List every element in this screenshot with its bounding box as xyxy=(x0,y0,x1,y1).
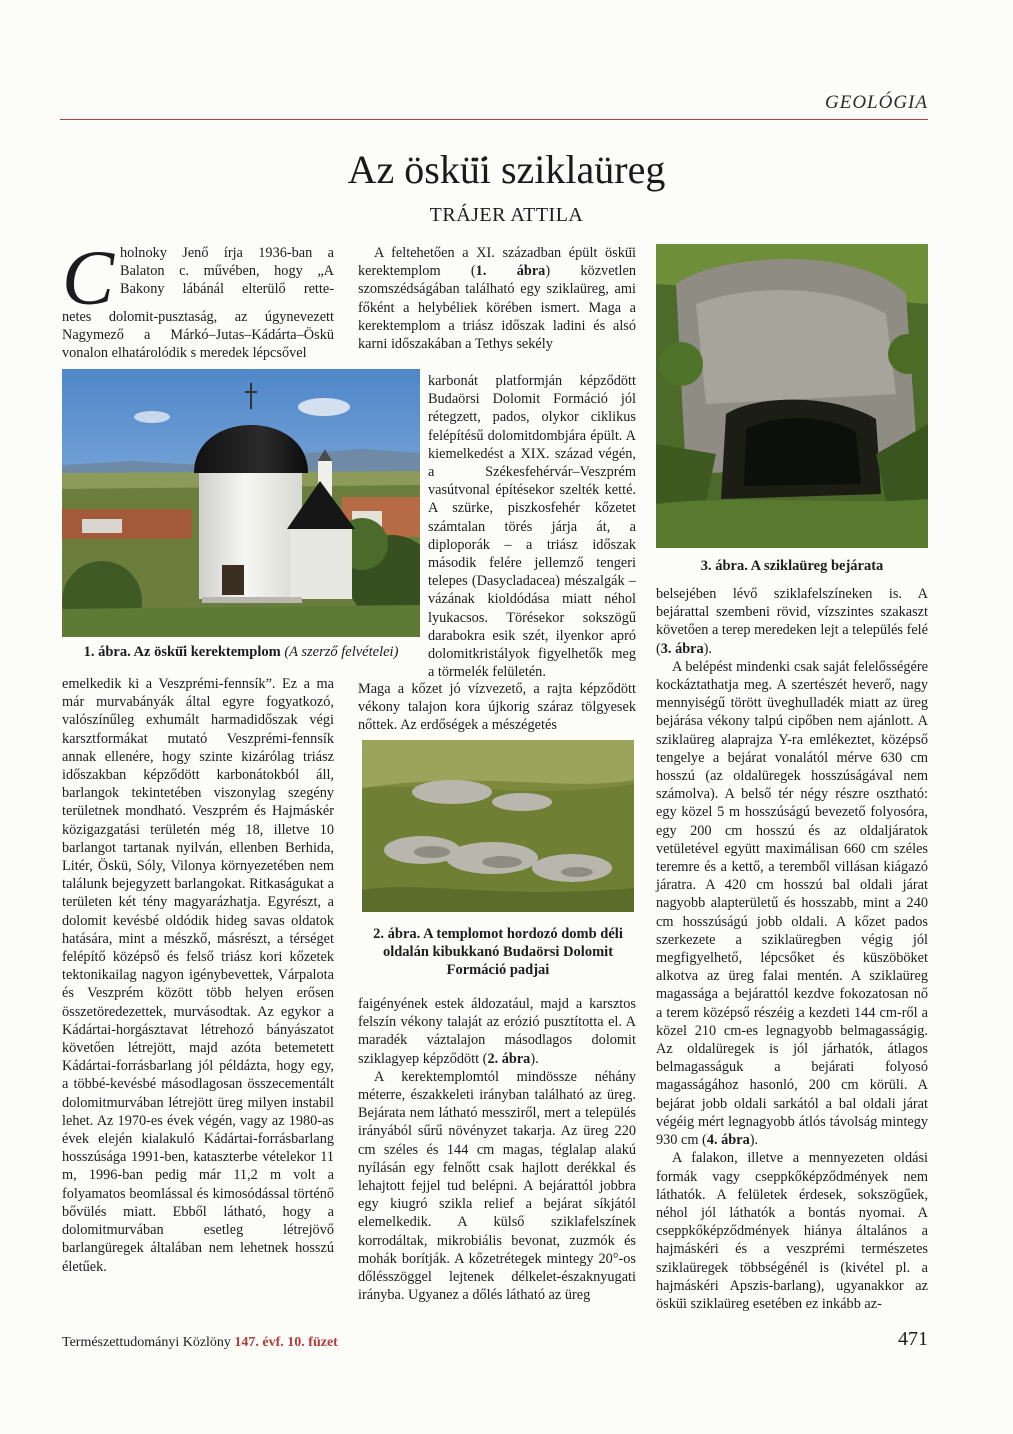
section-label: GEOLÓGIA xyxy=(825,92,928,113)
page-number: 471 xyxy=(898,1328,928,1350)
figure-1-label: 1. ábra. xyxy=(83,644,131,660)
intro-line-2: Balaton c. művében, hogy „A xyxy=(120,263,334,280)
col1-intro xyxy=(62,234,334,363)
col2-paragraph-1: A feltehetően a XI. században épült öskü̈i kerektemplom (1. ábra) közvetlen szomszédságában található egy sziklaüreg, ami főként a helybéliek körében ismert. Maga a kerektemplom a triász időszak ladini és alsó karni időszakában a Tethys sekély xyxy=(358,245,636,353)
figure-2-label: 2. ábra. xyxy=(373,926,421,942)
figure-2-title: A templomot hordozó domb déli oldalán kibukkanó Budaörsi Dolomit Formáció padjai xyxy=(382,926,623,978)
issue-info: 147. évf. 10. füzet xyxy=(234,1335,338,1350)
col3-body xyxy=(656,585,928,1313)
fig1-ref: 1. ábra xyxy=(475,263,546,280)
col2-paragraph-low1: faigényének estek áldozatául, majd a karsztos felszín vékony talaját az erózió pusztította el. A maradék váztalajon másodlagos dolomit sziklagyep képződött (2. ábra). xyxy=(358,996,636,1067)
figure-1-photo xyxy=(62,369,420,637)
article-title: Az öskü̈i sziklaüreg xyxy=(347,147,666,192)
drop-cap: C xyxy=(62,234,115,321)
footer-journal xyxy=(62,1335,338,1351)
col2-paragraph-wrap: karbonát platformján képződött Budaörsi Dolomit Formáció jól rétegzett, pados, olykor ciklikus felépítésű dolomitdombjára épült. A kiemelkedést a XIX. század végén, a Székesfehérvár–Veszprém vasútvonal építésekor szelték ketté. A szürke, piszkosfehér kőzetet számtalan törés járja át, a diploporák – a triász időszak második felére jellemző tengeri telepes (Dasycladacea) mészalgák – vázának kioldódása miatt néhol lyukacsos. Törésekor sokszögű darabokra esik szét, ilyenkor apró dolomitkristályok figyelhetők meg a törmelék felületén. xyxy=(428,373,636,681)
journal-name: Természettudományi Közlöny xyxy=(62,1335,231,1350)
col2-paragraph-low2: A kerektemplomtól mindössze néhány méterre, északkeleti irányban található az üreg. Bejárata nem látható messziről, mert a település irányából sűrű növényzet takarja. Az üreg 220 cm széles és 144 cm magas, téglalap alakú nyílásán egy felnőtt csak hajlott derékkal és lehajtott fejjel tud belépni. A bejárattól jobbra egy kiugró szikla relief a bejárat síkjától elemelkedik. A külső sziklafelszínek korrodáltak, mikrobiális bevonat, zuzmók és mohák borítják. A kőzetrétegek mintegy 20°-os dőlésszöggel lejtenek délkelet-északnyugati irányba. Ugyanez a dőlés látható az üreg xyxy=(358,1068,636,1304)
figure-1-caption xyxy=(62,643,420,661)
intro-line-1: holnoky Jenő írja 1936-ban a xyxy=(120,245,334,261)
article-author: TRÁJER ATTILA xyxy=(429,204,584,226)
col3-paragraph-2: A belépést mindenki csak saját felelősségére kockáztathatja meg. A szertészét heverő, nagy mennyiségű törött üveghulladék miatt az üreg bejárása vékony talpú cipőben nem ajánlott. A sziklaüreg alaprajza Y-ra emlékeztet, középső tengelye a bejárat vonalától mérve 630 cm hosszú (az oldalüregek hosszúságával nem számolva). A belső tér négy részre osztható: egy közel 5 m hosszúságú bevezető folyosóra, egy 200 cm hosszú és az oldaljáratok vetületével együtt maximálisan 660 cm széles teremre és a kettő, a teremből villásan kiágazó járatra. A 420 cm hosszú bal oldali járat nagyobb alapterületű és hosszabb, mint a 240 cm hosszúságú jobb oldali. A kőzet pados szerkezete a sziklaüregben végig jól megfigyelhető, lépcsőket és küszöböket alkotva az üreg falai mentén. A sziklaüreg magassága a bejárattól kezdve fokozatosan nő a terem középső részéig a kezdeti 144 cm-ről a közel 210 cm-es legnagyobb belmagasságig. Az oldalüregek is jól járhatók, átlagos belmagasságuk a bejárati folyosó magasságához hasonló, 200 cm körüli. A bejárat jobb oldali sarkától a bal oldali járat végéig mért legnagyobb átlós távolság mintegy 930 cm (4. ábra). xyxy=(656,658,928,1149)
col2-lower xyxy=(358,995,636,1304)
col2-wrap xyxy=(428,372,636,681)
figure-3-caption xyxy=(656,557,928,575)
figure-3-title: A sziklaüreg bejárata xyxy=(750,558,884,574)
figure-1-credit: (A szerző felvételei) xyxy=(284,644,399,660)
col3-paragraph-3: A falakon, illetve a mennyezeten oldási formák vagy cseppkőképződmények nem láthatók. A felületek érdesek, sokszögűek, néhol jól láthatók a bontás nyomai. A cseppkőképződmények hiánya általános a hajmáskéri és a veszprémi természetes sziklaüregek többségénél is (kivétel pl. a hajmáskéri Apszis-barlang), ugyanakkor az öskü̈i sziklaüreg esetében ez inkább az- xyxy=(656,1150,928,1312)
intro-line-3: Bakony lábánál elterülő rette- xyxy=(120,281,334,298)
col2-paragraph-after: Maga a kőzet jó vízvezető, a rajta képződött vékony talajon kora újkorig száraz tölgyesek nőttek. Az erdőségek a mészégetés xyxy=(358,681,636,734)
col1-body xyxy=(62,675,334,1276)
fig2-ref: 2. ábra xyxy=(487,1050,531,1067)
figure-1-title: Az öskü̈i kerektemplom xyxy=(133,644,281,660)
figure-3-label: 3. ábra. xyxy=(700,558,748,574)
figure-2-photo xyxy=(362,740,634,912)
col3-paragraph-1: belsejében lévő sziklafelszíneken is. A bejárattal szembeni rövid, vízszintes szakaszt követően a terep meredeken lejt a település felé (3. ábra). xyxy=(656,586,928,657)
fig3-ref: 3. ábra xyxy=(660,640,704,657)
fig4-ref: 4. ábra xyxy=(706,1132,750,1149)
header-rule xyxy=(60,119,928,120)
col2-after xyxy=(358,680,636,735)
figure-3-photo xyxy=(656,244,928,548)
col2-top xyxy=(358,244,636,353)
col1-paragraph: emelkedik ki a Veszprémi-fennsík”. Ez a ma már murvabányák által egyre fogyatkozó, valószínűleg exhumált harmadidőszak végi karsztformákat mutató Veszprémi-fennsík annak ellenére, hogy szinte kizárólag triász időszakban képződött karbonátokból áll, barlangok tekintetében viszonylag szegény területnek mondható. Veszprém és Hajmáskér közigazgatási területén még 18, illetve 10 barlangot tartanak nyilván, ellenben Berhida, Litér, Öskü, Sóly, Vilonya környezetében nem találunk bejegyzett barlangokat. Ritkaságukat a területen két tény magyarázhatja. Egyrészt, a dolomit kevésbé oldódik hideg savas oldatok hatására, mint a mészkő, másrészt, a térséget felépítő középső és felső triász kori kőzetek tektonikailag nagyon igénybevettek, Várpalota és Veszprém között több helyen erősen összetöredezettek, murvásodtak. Az egykor a Kádártai-horgásztavat létrehozó bányászatot követően létrejött, majd azóta betemetett Kádártai-forrásbarlang jól példázta, hogy egy, a többé-kevésbé másodlagosan összecementált dolomitmurvában létrejött üreg milyen instabil lehet. Az 1970-es évek végén, vagy az 1980-as évek elején kialakuló Kádártai-forrásbarlang hosszúsága 1991-ben, kataszterbe vételekor 11 m, 1996-ban pedig már 11,2 m volt a folyamatos beomlással és kimosódással történő bővülés miatt. Ebből látható, hogy a dolomitmurvában esetleg létrejövő barlangüregek általában nem lehetnek hosszú életűek. xyxy=(62,676,334,1275)
intro-rest: netes dolomit-pusztaság, az úgynevezett Nagymező a Márkó–Jutas–Kádárta–Öskü vonalon elhatárolódik s meredek lépcsővel xyxy=(62,309,334,362)
figure-2-caption xyxy=(362,925,634,979)
